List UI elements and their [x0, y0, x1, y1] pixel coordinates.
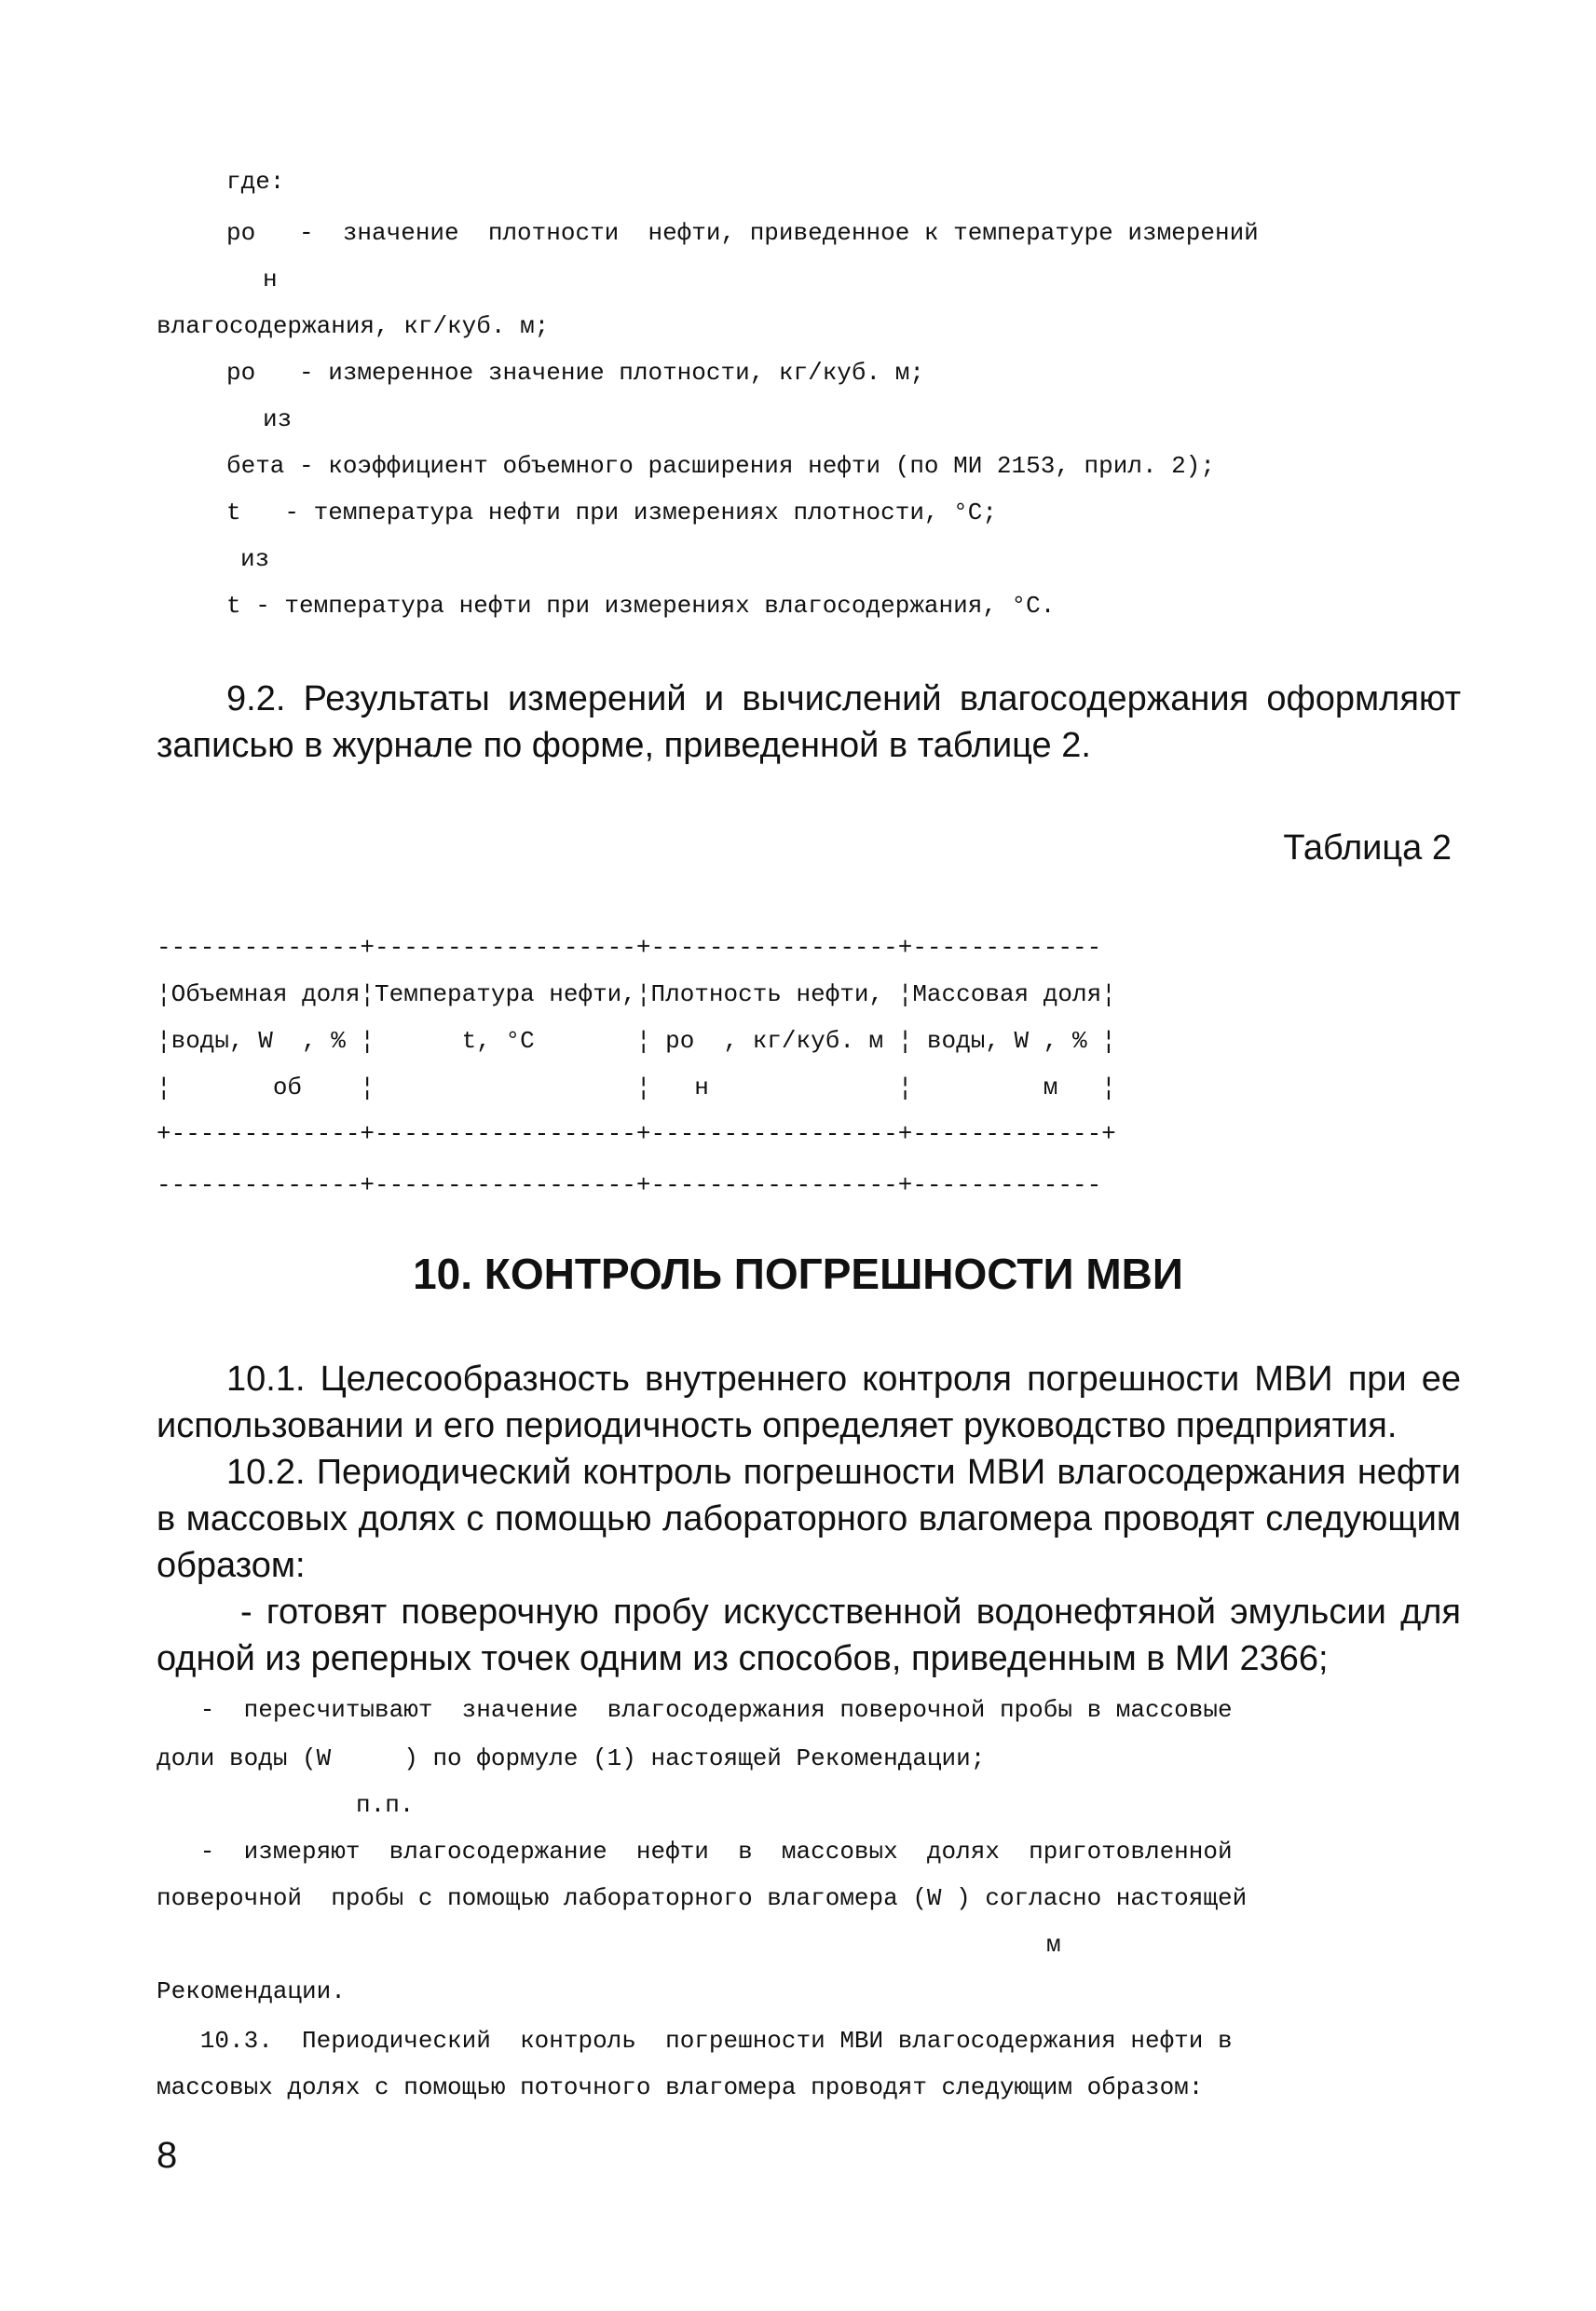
formula-line-rho-n: ро - значение плотности нефти, приведенное к температуре измерений — [226, 219, 1259, 247]
table-border-bottom: --------------+------------------+-----------------+------------- — [157, 1171, 1102, 1199]
mono-line-recommendations: Рекомендации. — [157, 1977, 346, 2005]
mono-line-measure: - измеряют влагосодержание нефти в массовых долях приготовленной — [157, 1838, 1233, 1866]
paragraph-10-2-line3: образом: — [157, 1546, 306, 1585]
table-row-header-1: ¦Объемная доля¦Температура нефти,¦Плотность нефти, ¦Массовая доля¦ — [157, 980, 1116, 1008]
bullet-1-line2: одной из реперных точек одним из способов, приведенным в МИ 2366; — [157, 1639, 1329, 1678]
mono-line-10-3: 10.3. Периодический контроль погрешности МВИ влагосодержания нефти в — [157, 2027, 1233, 2055]
where-label: где: — [226, 168, 285, 196]
mono-line-sample: поверочной пробы с помощью лабораторного влагомера (W ) согласно настоящей — [157, 1884, 1248, 1912]
subscript-m: м — [1046, 1931, 1061, 1959]
formula-line-rho-iz: ро - измеренное значение плотности, кг/куб. м; — [226, 359, 924, 387]
paragraph-10-1-line1: 10.1. Целесообразность внутреннего контроля погрешности МВИ при ее — [226, 1360, 1461, 1399]
formula-line-t-density: t - температура нефти при измерениях плотности, °С; — [226, 499, 997, 526]
paragraph-9-2-line1: 9.2. Результаты измерений и вычислений влагосодержания оформляют — [226, 679, 1461, 718]
table-border-mid: +-------------+------------------+-----------------+-------------+ — [157, 1120, 1116, 1148]
paragraph-9-2-line2: записью в журнале по форме, приведенной в таблице 2. — [157, 726, 1091, 765]
paragraph-10-1-line2: использовании и его периодичность определяет руководство предприятия. — [157, 1406, 1398, 1445]
table-caption: Таблица 2 — [1283, 828, 1452, 868]
page-number: 8 — [157, 2135, 178, 2176]
subscript-pp: п.п. — [356, 1791, 415, 1819]
table-border-top: --------------+------------------+-----------------+------------- — [157, 934, 1102, 962]
formula-line-t-moisture: t - температура нефти при измерениях влагосодержания, °С. — [226, 592, 1056, 620]
paragraph-10-2-line2: в массовых долях с помощью лабораторного влагомера проводят следующим — [157, 1499, 1461, 1538]
table-row-header-2: ¦воды, W , % ¦ t, °С ¦ ро , кг/куб. м ¦ воды, W , % ¦ — [157, 1027, 1116, 1055]
mono-line-10-3-cont: массовых долях с помощью поточного влагомера проводят следующим образом: — [157, 2073, 1204, 2101]
formula-line-units: влагосодержания, кг/куб. м; — [157, 312, 550, 340]
formula-line-beta: бета - коэффициент объемного расширения нефти (по МИ 2153, прил. 2); — [226, 452, 1215, 480]
mono-line-fraction: доли воды (W ) по формуле (1) настоящей Рекомендации; — [157, 1744, 986, 1772]
paragraph-10-2-line1: 10.2. Периодический контроль погрешности МВИ влагосодержания нефти — [226, 1453, 1461, 1492]
table-row-header-3: ¦ об ¦ ¦ н ¦ м ¦ — [157, 1073, 1116, 1101]
subscript-iz: из — [263, 405, 293, 433]
section-heading: 10. КОНТРОЛЬ ПОГРЕШНОСТИ МВИ — [413, 1250, 1183, 1298]
mono-line-recalc: - пересчитывают значение влагосодержания поверочной пробы в массовые — [157, 1696, 1233, 1724]
bullet-1-line1: - готовят поверочную пробу искусственной водонефтяной эмульсии для — [240, 1593, 1461, 1632]
subscript-iz-2: из — [240, 545, 270, 573]
subscript-n: н — [263, 266, 278, 294]
